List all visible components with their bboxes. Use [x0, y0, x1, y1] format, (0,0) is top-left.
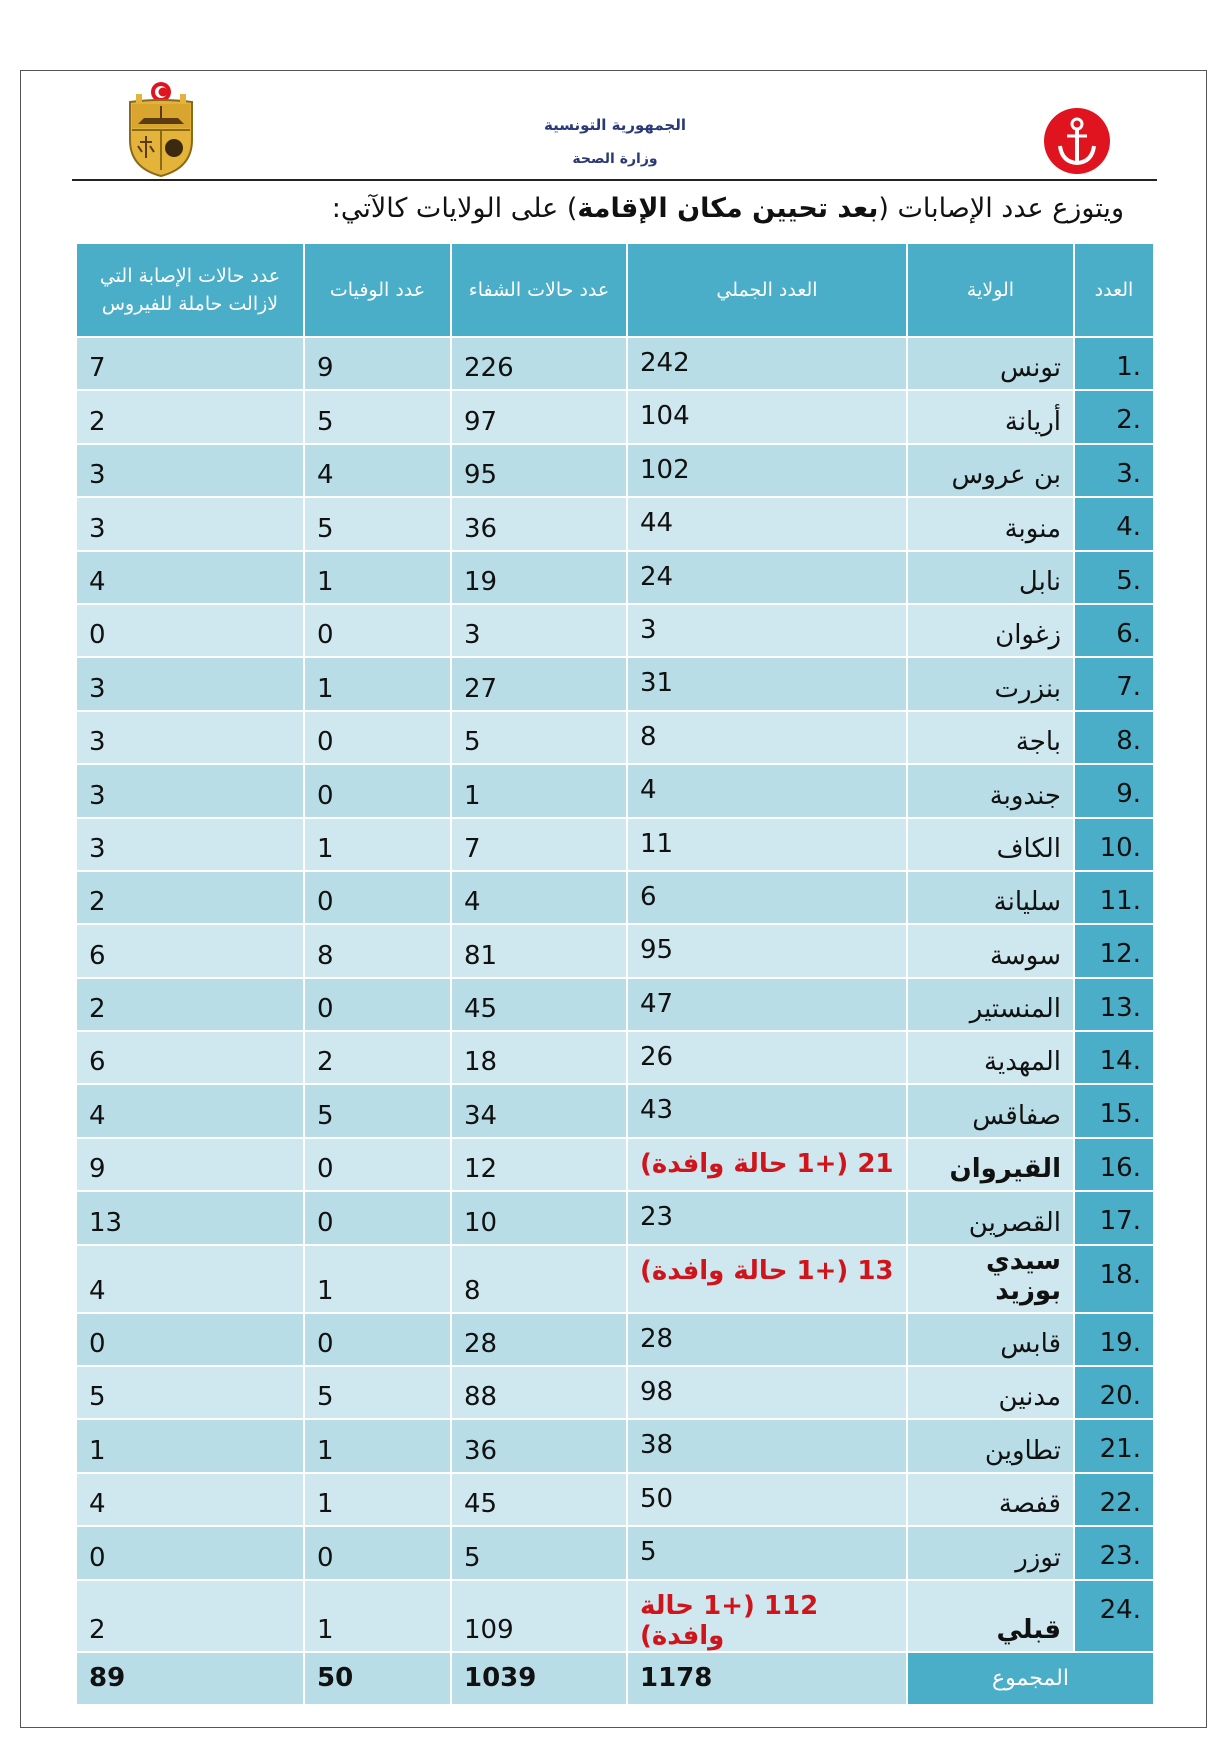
- imported-case-note: (+1 حالة وافدة): [640, 1255, 849, 1286]
- ministry-health-logo-icon: [1042, 106, 1112, 176]
- imported-case-note: (+1 حالة وافدة): [640, 1148, 849, 1179]
- death-count: 8: [304, 924, 451, 977]
- table-row: [76, 1580, 1154, 1652]
- recovered-cases: 10: [451, 1191, 627, 1244]
- recovered-cases: 27: [451, 657, 627, 710]
- sum-recovered: 1039: [451, 1652, 627, 1705]
- active-carriers: 2: [76, 978, 304, 1031]
- governorate-name: مدنين: [907, 1366, 1074, 1419]
- recovered-cases: 81: [451, 924, 627, 977]
- table-row: [76, 1138, 1154, 1191]
- table-row: [76, 444, 1154, 497]
- death-count: 0: [304, 1526, 451, 1579]
- header-divider: [72, 179, 1157, 181]
- death-count: 0: [304, 604, 451, 657]
- total-cases: [627, 337, 907, 390]
- active-carriers: 3: [76, 657, 304, 710]
- active-carriers: 6: [76, 1031, 304, 1084]
- recovered-cases: 18: [451, 1031, 627, 1084]
- table-row: [76, 1191, 1154, 1244]
- recovered-cases: 1: [451, 764, 627, 817]
- governorate-name: نابل: [907, 551, 1074, 604]
- total-cases: [627, 1313, 907, 1366]
- republic-title: الجمهورية التونسية: [544, 116, 686, 134]
- table-row: [76, 390, 1154, 443]
- total-value: 102: [640, 454, 690, 485]
- total-cases: [627, 764, 907, 817]
- death-count: 1: [304, 657, 451, 710]
- active-carriers: 13: [76, 1191, 304, 1244]
- row-number: .18: [1074, 1245, 1154, 1313]
- total-value: 8: [640, 721, 657, 752]
- total-value: 47: [640, 988, 674, 1019]
- recovered-cases: 97: [451, 390, 627, 443]
- active-carriers: 6: [76, 924, 304, 977]
- row-number: .20: [1074, 1366, 1154, 1419]
- total-cases: [627, 551, 907, 604]
- governorate-name: القصرين: [907, 1191, 1074, 1244]
- intro-after: ) على الولايات كالآتي:: [331, 193, 578, 224]
- sum-total: 1178: [627, 1652, 907, 1705]
- governorate-name: أريانة: [907, 390, 1074, 443]
- total-value: 50: [640, 1483, 674, 1514]
- governorate-name: زغوان: [907, 604, 1074, 657]
- recovered-cases: 5: [451, 1526, 627, 1579]
- active-carriers: 0: [76, 1313, 304, 1366]
- active-carriers: 4: [76, 1245, 304, 1313]
- row-number: .4: [1074, 497, 1154, 550]
- header-total: العدد الجملي: [627, 243, 907, 337]
- total-cases: [627, 818, 907, 871]
- total-value: 6: [640, 881, 657, 912]
- governorate-name: بنزرت: [907, 657, 1074, 710]
- tunisia-coat-of-arms-icon: [122, 80, 200, 178]
- death-count: 2: [304, 1031, 451, 1084]
- header-gov: الولاية: [907, 243, 1074, 337]
- active-carriers: 4: [76, 551, 304, 604]
- death-count: 0: [304, 1313, 451, 1366]
- intro-before: ويتوزع عدد الإصابات (: [878, 193, 1124, 224]
- governorate-name: تونس: [907, 337, 1074, 390]
- recovered-cases: 88: [451, 1366, 627, 1419]
- total-value: 95: [640, 935, 674, 966]
- total-value: 21: [857, 1148, 894, 1179]
- table-row: [76, 604, 1154, 657]
- governorate-name: الكاف: [907, 818, 1074, 871]
- table-row: [76, 978, 1154, 1031]
- table-row: [76, 337, 1154, 390]
- row-number: .19: [1074, 1313, 1154, 1366]
- governorate-name: جندوبة: [907, 764, 1074, 817]
- active-carriers: 1: [76, 1419, 304, 1472]
- total-cases: [627, 1419, 907, 1472]
- death-count: 1: [304, 818, 451, 871]
- active-carriers: 0: [76, 604, 304, 657]
- total-cases: [627, 1245, 907, 1313]
- active-carriers: 4: [76, 1473, 304, 1526]
- row-number: .16: [1074, 1138, 1154, 1191]
- sum-row: [76, 1652, 1154, 1705]
- header-deaths: عدد الوفيات: [304, 243, 451, 337]
- total-cases: [627, 604, 907, 657]
- row-number: .9: [1074, 764, 1154, 817]
- active-carriers: 5: [76, 1366, 304, 1419]
- total-value: 242: [640, 348, 690, 378]
- sum-label: المجموع: [907, 1652, 1154, 1705]
- total-cases: [627, 1366, 907, 1419]
- row-number: .14: [1074, 1031, 1154, 1084]
- active-carriers: 2: [76, 1580, 304, 1652]
- governorate-name: بن عروس: [907, 444, 1074, 497]
- total-cases: [627, 444, 907, 497]
- table-row: [76, 764, 1154, 817]
- table-row: [76, 1366, 1154, 1419]
- total-cases: [627, 1526, 907, 1579]
- row-number: .12: [1074, 924, 1154, 977]
- active-carriers: 3: [76, 818, 304, 871]
- governorate-name: قبلي: [907, 1580, 1074, 1652]
- recovered-cases: 36: [451, 497, 627, 550]
- recovered-cases: 4: [451, 871, 627, 924]
- governorate-name: سليانة: [907, 871, 1074, 924]
- active-carriers: 9: [76, 1138, 304, 1191]
- row-number: .23: [1074, 1526, 1154, 1579]
- table-row: [76, 871, 1154, 924]
- total-value: 23: [640, 1202, 674, 1233]
- governorate-name: قابس: [907, 1313, 1074, 1366]
- governorate-name: القيروان: [907, 1138, 1074, 1191]
- death-count: 9: [304, 337, 451, 390]
- ministry-title: وزارة الصحة: [572, 151, 658, 167]
- total-value: 44: [640, 508, 674, 539]
- row-number: .22: [1074, 1473, 1154, 1526]
- total-cases: [627, 497, 907, 550]
- total-cases: [627, 1138, 907, 1191]
- total-cases: [627, 1580, 907, 1652]
- recovered-cases: 19: [451, 551, 627, 604]
- governorate-table: [75, 242, 1155, 1706]
- total-cases: [627, 924, 907, 977]
- death-count: 5: [304, 497, 451, 550]
- table-row: [76, 924, 1154, 977]
- table-row: [76, 1084, 1154, 1137]
- total-cases: [627, 978, 907, 1031]
- total-value: 31: [640, 668, 674, 699]
- total-cases: [627, 657, 907, 710]
- death-count: 5: [304, 390, 451, 443]
- table-row: [76, 497, 1154, 550]
- active-carriers: 2: [76, 871, 304, 924]
- total-cases: [627, 711, 907, 764]
- recovered-cases: 45: [451, 978, 627, 1031]
- recovered-cases: 95: [451, 444, 627, 497]
- table-row: [76, 551, 1154, 604]
- row-number: .2: [1074, 390, 1154, 443]
- table-row: [76, 1526, 1154, 1579]
- row-number: .1: [1074, 337, 1154, 390]
- total-value: 104: [640, 401, 690, 432]
- recovered-cases: 12: [451, 1138, 627, 1191]
- total-value: 26: [640, 1042, 674, 1073]
- row-number: .21: [1074, 1419, 1154, 1472]
- total-value: 98: [640, 1377, 674, 1408]
- governorate-name: المهدية: [907, 1031, 1074, 1084]
- governorate-name: تطاوين: [907, 1419, 1074, 1472]
- total-cases: [627, 1473, 907, 1526]
- sum-carriers: 89: [76, 1652, 304, 1705]
- recovered-cases: 3: [451, 604, 627, 657]
- total-value: 11: [640, 828, 674, 859]
- total-value: 112: [763, 1590, 819, 1621]
- active-carriers: 4: [76, 1084, 304, 1137]
- governorate-name: منوبة: [907, 497, 1074, 550]
- death-count: 0: [304, 1138, 451, 1191]
- death-count: 1: [304, 1245, 451, 1313]
- intro-text: [332, 193, 1124, 224]
- table-row: [76, 657, 1154, 710]
- total-value: 28: [640, 1323, 674, 1354]
- table-row: [76, 711, 1154, 764]
- row-number: .5: [1074, 551, 1154, 604]
- active-carriers: 3: [76, 444, 304, 497]
- row-number: .11: [1074, 871, 1154, 924]
- row-number: .10: [1074, 818, 1154, 871]
- table-row: [76, 1419, 1154, 1472]
- death-count: 5: [304, 1084, 451, 1137]
- death-count: 0: [304, 1191, 451, 1244]
- total-cases: [627, 871, 907, 924]
- recovered-cases: 45: [451, 1473, 627, 1526]
- row-number: .15: [1074, 1084, 1154, 1137]
- imported-case-note: (+1 حالة وافدة): [640, 1590, 755, 1651]
- death-count: 1: [304, 551, 451, 604]
- row-number: .6: [1074, 604, 1154, 657]
- table-row: [76, 1313, 1154, 1366]
- total-value: 38: [640, 1430, 674, 1461]
- header-num: العدد: [1074, 243, 1154, 337]
- total-value: 3: [640, 614, 657, 645]
- intro-bold: بعد تحيين مكان الإقامة: [577, 193, 879, 224]
- total-cases: [627, 1031, 907, 1084]
- active-carriers: 3: [76, 711, 304, 764]
- table-row: [76, 818, 1154, 871]
- sum-deaths: 50: [304, 1652, 451, 1705]
- row-number: .17: [1074, 1191, 1154, 1244]
- total-cases: [627, 390, 907, 443]
- table-row: [76, 1473, 1154, 1526]
- total-value: 4: [640, 775, 657, 806]
- table-header-row: [76, 243, 1154, 337]
- table-row: [76, 1031, 1154, 1084]
- recovered-cases: 8: [451, 1245, 627, 1313]
- death-count: 1: [304, 1580, 451, 1652]
- governorate-name: باجة: [907, 711, 1074, 764]
- active-carriers: 3: [76, 764, 304, 817]
- recovered-cases: 36: [451, 1419, 627, 1472]
- total-value: 24: [640, 561, 674, 592]
- total-cases: [627, 1084, 907, 1137]
- active-carriers: 2: [76, 390, 304, 443]
- row-number: .7: [1074, 657, 1154, 710]
- recovered-cases: 5: [451, 711, 627, 764]
- total-value: 13: [857, 1255, 894, 1286]
- death-count: 0: [304, 711, 451, 764]
- row-number: .24: [1074, 1580, 1154, 1652]
- recovered-cases: 109: [451, 1580, 627, 1652]
- active-carriers: 3: [76, 497, 304, 550]
- header-recovered: عدد حالات الشفاء: [451, 243, 627, 337]
- governorate-name: توزر: [907, 1526, 1074, 1579]
- header-carriers: عدد حالات الإصابة التي لازالت حاملة للفيروس: [76, 243, 304, 337]
- active-carriers: 7: [76, 337, 304, 390]
- total-cases: [627, 1191, 907, 1244]
- total-value: 43: [640, 1095, 674, 1126]
- death-count: 5: [304, 1366, 451, 1419]
- governorate-name: قفصة: [907, 1473, 1074, 1526]
- governorate-name: صفاقس: [907, 1084, 1074, 1137]
- row-number: .3: [1074, 444, 1154, 497]
- death-count: 1: [304, 1473, 451, 1526]
- recovered-cases: 34: [451, 1084, 627, 1137]
- row-number: .8: [1074, 711, 1154, 764]
- death-count: 0: [304, 764, 451, 817]
- death-count: 1: [304, 1419, 451, 1472]
- death-count: 4: [304, 444, 451, 497]
- recovered-cases: 7: [451, 818, 627, 871]
- recovered-cases: 28: [451, 1313, 627, 1366]
- recovered-cases: 226: [451, 337, 627, 390]
- death-count: 0: [304, 871, 451, 924]
- table-row: [76, 1245, 1154, 1313]
- row-number: .13: [1074, 978, 1154, 1031]
- death-count: 0: [304, 978, 451, 1031]
- governorate-name: المنستير: [907, 978, 1074, 1031]
- governorate-name: سوسة: [907, 924, 1074, 977]
- governorate-name: سيدي بوزيد: [907, 1245, 1074, 1313]
- total-value: 5: [640, 1537, 657, 1568]
- active-carriers: 0: [76, 1526, 304, 1579]
